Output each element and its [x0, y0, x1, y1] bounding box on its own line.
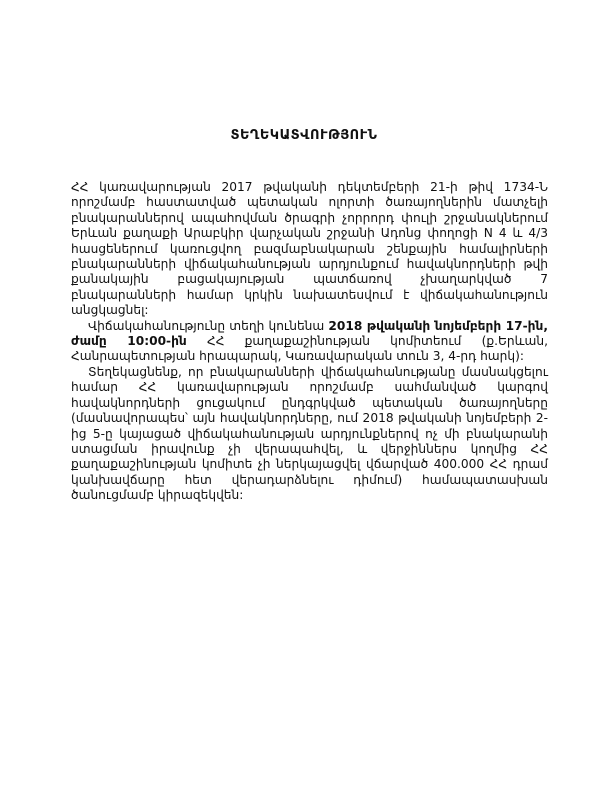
paragraph-3: Տեղեկացնենք, որ բնակարանների վիճակահանությանը մասնակցելու համար ՀՀ կառավարության որոշմամբ սահմանված կարգով հավակնորդների ցուցակում ընդգրկված պետական ծառայողները (մասնավորապես՝ այն հավակնորդները, ում 2018 թվականի նոյեմբերի 2-ից 5-ը կայացած վիճակահանության արդյունքներով ոչ մի բնակարանի ստացման իրավունք չի վերապահվել, և վերջիններս կողմից ՀՀ քաղաքաշինության կոմիտե չի ներկայացվել վճարված 400.000 ՀՀ դրամ կանխավճարը հետ վերադարձնելու դիմում) համապատասխան ծանուցմամբ կիրազեկվեն:	[71, 364, 548, 503]
paragraph-1: ՀՀ կառավարության 2017 թվականի դեկտեմբերի 21-ի թիվ 1734-Ն որոշմամբ հաստատված պետական ոլորտի ծառայողներին մատչելի բնակարաններով ապահովման ծրագրի չորրորդ փուլի շրջանակներում Երևան քաղաքի Արաբկիր վարչական շրջանի Ադոնց փողոցի N 4 և 4/3 հասցեներում կառուցվող բազմաբնակարան շենքային համալիրների բնակարանների վիճակահանության արդյունքում հավակնորդների թվի քանակային բացակայության պատճառով չխաղարկված 7 բնակարանների համար կրկին նախատեսվում է վիճակահանություն անցկացնել:	[71, 180, 548, 318]
paragraph-2	[71, 319, 548, 365]
paragraph-2-rest: ՀՀ քաղաքաշինության կոմիտեում (ք.Երևան, Հանրապետության հրապարակ, Կառավարական տուն 3, 4-րդ հարկ):	[71, 334, 548, 364]
paragraph-2-date-time: 2018 թվականի նոյեմբերի 17-ին, ժամը 10:00-ին	[71, 318, 548, 349]
paragraph-2-lead: Վիճակահանությունը տեղի կունենա	[88, 318, 329, 333]
document-body	[71, 180, 548, 504]
document-title: ՏԵՂԵԿԱՏՎՈՒԹՅՈՒՆ	[230, 128, 378, 143]
